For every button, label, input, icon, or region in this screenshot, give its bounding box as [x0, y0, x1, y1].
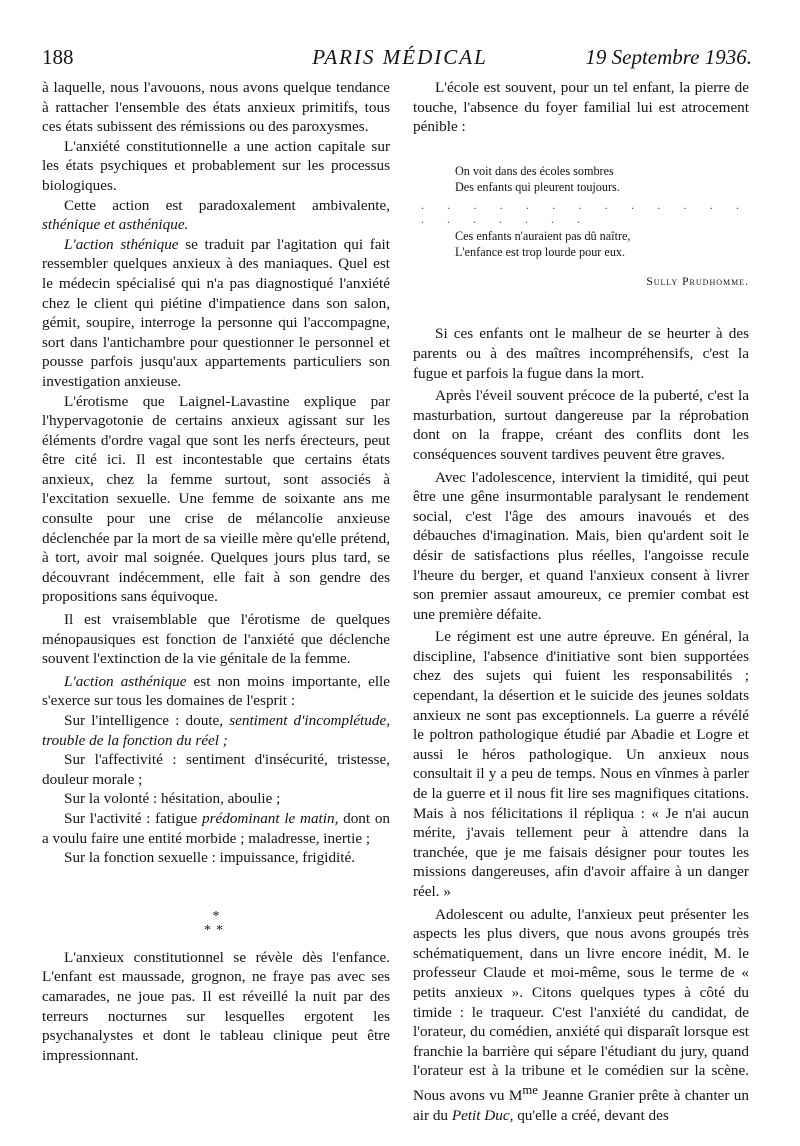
paragraph-text: Cette action est paradoxalement ambivalente,: [64, 196, 390, 214]
list-item: Sur la fonction sexuelle : impuissance, frigidité.: [64, 849, 356, 867]
paragraph-text: est non moins importante, elle s'exerce sur tous les domaines de l'esprit :: [42, 672, 390, 710]
superscript: me: [522, 1082, 538, 1097]
emphasis: L'action asthénique: [64, 672, 187, 690]
list-item: [42, 809, 390, 848]
paragraph: L'école est souvent, pour un tel enfant, la pierre de touche, l'absence du foyer familial lui est atrocement pénible :: [413, 79, 749, 136]
list-item: [42, 711, 390, 750]
emphasis: L'action sthénique: [64, 235, 179, 253]
poem-quote: [413, 163, 749, 261]
right-column: [413, 78, 749, 1125]
journal-title: PARIS MÉDICAL: [312, 45, 488, 69]
emphasis: sthénique et asthénique.: [42, 216, 189, 234]
poem-line: L'enfance est trop lourde pour eux.: [455, 245, 626, 260]
paragraph: [42, 196, 390, 235]
paragraph-text: Adolescent ou adulte, l'anxieux peut présenter les aspects les plus divers, que nous avons groupés très schématiquement, dans un livre encore inédit, M. le professeur Claude et moi-même, sous le terme de « petits anxieux ». Citons quelques types à côté du timide : le traqueur. C'est l'anxiété du candidat, de l'orateur, du comédien, anxiété qui disparaît lorsque est franchie la barrière qui sépare l'étudiant du jury, quand l'orateur est à la tribune et le comédien sur la scène. Nous avons vu M: [413, 905, 749, 1104]
paragraph-text: qu'elle a créé, devant des: [517, 1106, 669, 1124]
list-item-text: dont on a voulu faire une entité morbide ; maladresse, inertie ;: [42, 809, 391, 847]
poem-author: Sully Prudhomme.: [646, 275, 749, 288]
paragraph-text: Jeanne Granier prête à chanter un air du: [413, 1087, 749, 1124]
paragraph: L'anxieux constitutionnel se révèle dès l'enfance. L'enfant est maussade, grognon, ne fraye pas avec ses camarades, ne joue pas. Il est réveillé la nuit par des terreurs nocturnes sur lesquelles ergotent les psychanalystes et dont le tableau clinique peut être impressionnant.: [42, 948, 390, 1064]
paragraph: L'érotisme que Laignel-Lavastine explique par l'hypervagotonie de certains anxieux agissant sur les éléments d'ordre vagal que sont les nerfs érecteurs, peut être cité ici. Il est incontestable que certains états anxieux, chez la femme surtout, sont associés à l'excitation sexuelle. Une femme de soixante ans me consulte pour une crise de mélancolie anxieuse déclenchée par la mort de sa vieille mère qu'elle prétend, à tort, avoir mal soignée. Quelques jours plus tard, se découvrant indécemment, elle fait à son gendre des propositions sans équivoque.: [42, 392, 390, 606]
poem-line: On voit dans des écoles sombres: [455, 163, 614, 178]
list-item: Sur la volonté : hésitation, aboulie ;: [64, 790, 281, 808]
emphasis: Petit Duc,: [451, 1106, 514, 1124]
issue-date: 19 Septembre 1936.: [585, 45, 752, 69]
paragraph: [42, 672, 390, 711]
paragraph: Il est vraisemblable que l'érotisme de quelques ménopausiques est fonction de l'anxiété que déclenche souvent l'extinction de la vie génitale de la femme.: [42, 611, 390, 668]
paragraph: Après l'éveil souvent précoce de la puberté, c'est la masturbation, surtout dangereuse par la réprobation dont on la frappe, créant des conflits dont les conséquences souvent tardives peuvent être graves.: [413, 387, 749, 463]
list-item-text: Sur l'intelligence : doute,: [64, 712, 224, 729]
list-item: Sur l'affectivité : sentiment d'insécurité, tristesse, douleur morale ;: [42, 751, 390, 788]
paragraph: [413, 905, 749, 1126]
emphasis: prédominant le matin,: [201, 809, 339, 827]
paragraph-text: se traduit par l'agitation qui fait ressembler quelques anxieux à des maniaques. Quel est le médecin spécialisé qui n'a pas diagnostiqué l'anxiété chez le client qui piétine d'impatience dans son salon, gémit, soupire, interroge la personne qui l'accompagne, sort dans l'antichambre pour questionner le personnel et pousse parfois jusqu'aux appartements particuliers son investigation anxieuse.: [42, 235, 390, 390]
list-item-text: Sur l'activité : fatigue: [64, 809, 198, 827]
separator-bottom-stars: **: [204, 922, 228, 938]
paragraph: Si ces enfants ont le malheur de se heurter à des parents ou à des maîtres incompréhensifs, c'est la fugue et parfois la fugue dans la mort.: [413, 325, 749, 382]
paragraph: [42, 235, 390, 392]
paragraph: L'anxiété constitutionnelle a une action capitale sur les états psychiques et probablement sur les processus biologiques.: [42, 137, 390, 194]
page-number: 188: [42, 45, 74, 69]
paragraph: Le régiment est une autre épreuve. En général, la discipline, l'absence d'initiative sont bien supportées chez des sujets qui fuient les responsabilités ; cependant, la désertion et le suicide des jeunes soldats anxieux ne sont pas exceptionnels. La guerre a révélé le poltron pathologique étudié par Abadie et Logre et aussi le héros pathologique. Un anxieux nous consultait il y a peu de temps. Nous en vînmes à parler de la guerre et il nous fit lire ses magnifiques citations. Mais à nos félicitations il répliqua : « Je n'ai aucun mérite, j'avais tellement peur à attendre dans la tranchée, que je me faisais désigner pour toutes les missions dangereuses, afin d'avoir affaire à un danger réel. »: [413, 628, 749, 900]
poem-line: Des enfants qui pleurent toujours.: [455, 180, 620, 195]
poem-line: Ces enfants n'auraient pas dû naître,: [455, 228, 631, 243]
emphasis: sentiment d'incomplétude, trouble de la fonction du réel ;: [42, 712, 391, 749]
paragraph-continued: à laquelle, nous l'avouons, nous avons quelque tendance à rattacher l'ensemble des états anxieux primitifs, tous ces états subissent des rémissions ou des paroxysmes.: [42, 79, 390, 136]
left-column: [42, 78, 390, 1065]
separator-top-star: *: [212, 908, 220, 924]
paragraph: Avec l'adolescence, intervient la timidité, qui peut être une gêne insurmontable paralysant le rendement social, c'est l'âge des amours inavoués et des débauches d'imagination. Mais, bien qu'ardent soit le désir de satisfactions plus réelles, l'angoisse recule l'heure du berger, et quand l'anxieux consent à livrer son premier assaut amoureux, ce premier combat est une première défaite.: [413, 468, 749, 623]
section-separator: [42, 910, 390, 938]
poem-ellipsis: . . . . . . . . . . . . . . . . . . . .: [421, 197, 749, 226]
